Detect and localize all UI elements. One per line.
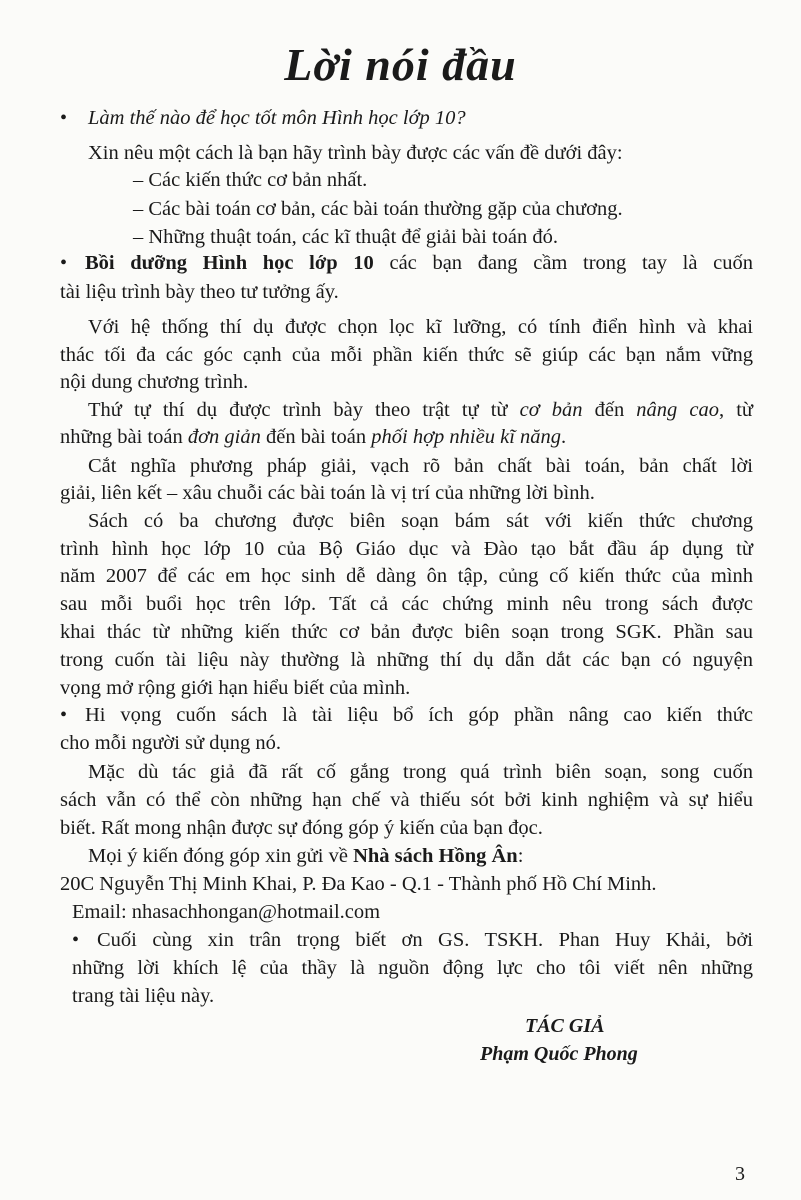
bullet: • — [72, 929, 80, 951]
paragraph-line: Mặc dù tác giả đã rất cố gắng trong quá trình biên soạn, song cuốn — [88, 761, 753, 783]
intro-line: Xin nêu một cách là bạn hãy trình bày được các vấn đề dưới đây: — [88, 142, 623, 164]
emphasis: cơ bản — [519, 399, 583, 421]
author-name: Phạm Quốc Phong — [480, 1043, 638, 1065]
bullet: • — [60, 252, 68, 274]
bullet: • — [60, 704, 68, 726]
paragraph-line: sách vẫn có thể còn những hạn chế và thiếu sót bởi kinh nghiệm và sự hiểu — [60, 789, 753, 811]
list-item: – Các kiến thức cơ bản nhất. — [133, 169, 368, 191]
paragraph-line: vọng mở rộng giới hạn hiểu biết của mình. — [60, 677, 411, 699]
paragraph-line: sau mỗi buổi học trên lớp. Tất cả các chứng minh nêu trong sách được — [60, 593, 753, 615]
emphasis: phối hợp nhiều kĩ năng — [371, 426, 562, 448]
paragraph-line: Sách có ba chương được biên soạn bám sát với kiến thức chương — [88, 510, 753, 532]
paragraph-line: năm 2007 để các em học sinh dễ dàng ôn tập, củng cố kiến thức của mình — [60, 565, 753, 587]
paragraph-line: tài liệu trình bày theo tư tưởng ấy. — [60, 281, 339, 303]
bullet: • — [60, 107, 68, 129]
text-span: đến bài toán — [260, 426, 372, 448]
paragraph-line: biết. Rất mong nhận được sự đóng góp ý kiến của bạn đọc. — [60, 817, 543, 839]
email-line: Email: nhasachhongan@hotmail.com — [72, 901, 381, 923]
text-span: đến — [582, 399, 637, 421]
text-span: những bài toán — [60, 426, 188, 448]
text-span: các bạn đang cầm trong tay là cuốn — [373, 252, 753, 274]
text-span: Mọi ý kiến đóng góp xin gửi về — [88, 845, 354, 867]
address-line: 20C Nguyễn Thị Minh Khai, P. Đa Kao - Q.1 - Thành phố Hồ Chí Minh. — [60, 873, 657, 895]
paragraph-line: nội dung chương trình. — [60, 371, 249, 393]
paragraph-line — [60, 424, 566, 450]
paragraph-line — [88, 397, 753, 423]
text-span: . — [561, 426, 567, 448]
paragraph-line: cho mỗi người sử dụng nó. — [60, 732, 281, 754]
publisher-name: Nhà sách Hồng Ân — [353, 845, 518, 867]
page-title: Lời nói đầu — [284, 39, 517, 90]
emphasis: đơn giản — [187, 426, 261, 448]
paragraph-line — [88, 843, 523, 869]
emphasis: nâng cao — [636, 399, 719, 421]
list-item: – Các bài toán cơ bản, các bài toán thường gặp của chương. — [133, 198, 623, 220]
paragraph-line: giải, liên kết – xâu chuỗi các bài toán là vị trí của những lời bình. — [60, 482, 595, 504]
paragraph-line: Hi vọng cuốn sách là tài liệu bổ ích góp phần nâng cao kiến thức — [85, 704, 753, 726]
text-span: Thứ tự thí dụ được trình bày theo trật tự từ — [88, 399, 520, 421]
paragraph-line: Cắt nghĩa phương pháp giải, vạch rõ bản chất bài toán, bản chất lời — [88, 455, 753, 477]
paragraph-line: trình hình học lớp 10 của Bộ Giáo dục và Đào tạo bắt đầu áp dụng từ — [60, 538, 753, 560]
paragraph-line: trang tài liệu này. — [72, 985, 215, 1007]
text-span: : — [517, 845, 524, 867]
paragraph-line: những lời khích lệ của thầy là nguồn động lực cho tôi viết nên những — [72, 957, 753, 979]
page-number: 3 — [735, 1163, 745, 1185]
paragraph-line — [85, 250, 753, 276]
paragraph-line: Với hệ thống thí dụ được chọn lọc kĩ lưỡng, có tính điển hình và khai — [88, 316, 753, 338]
paragraph-line: thác tối đa các góc cạnh của mỗi phần kiến thức sẽ giúp các bạn nắm vững — [60, 344, 753, 366]
paragraph-line: khai thác từ những kiến thức cơ bản được biên soạn trong SGK. Phần sau — [60, 621, 753, 643]
question-line: Làm thế nào để học tốt môn Hình học lớp 10? — [88, 107, 466, 129]
paragraph-line: Cuối cùng xin trân trọng biết ơn GS. TSKH. Phan Huy Khải, bởi — [97, 929, 753, 951]
author-label: TÁC GIẢ — [525, 1015, 605, 1037]
paragraph-line: trong cuốn tài liệu này thường là những thí dụ dẫn dắt các bạn có nguyện — [60, 649, 753, 671]
text-span: , từ — [718, 399, 754, 421]
list-item: – Những thuật toán, các kĩ thuật để giải bài toán đó. — [133, 226, 558, 248]
book-title: Bồi dưỡng Hình học lớp 10 — [85, 252, 374, 274]
